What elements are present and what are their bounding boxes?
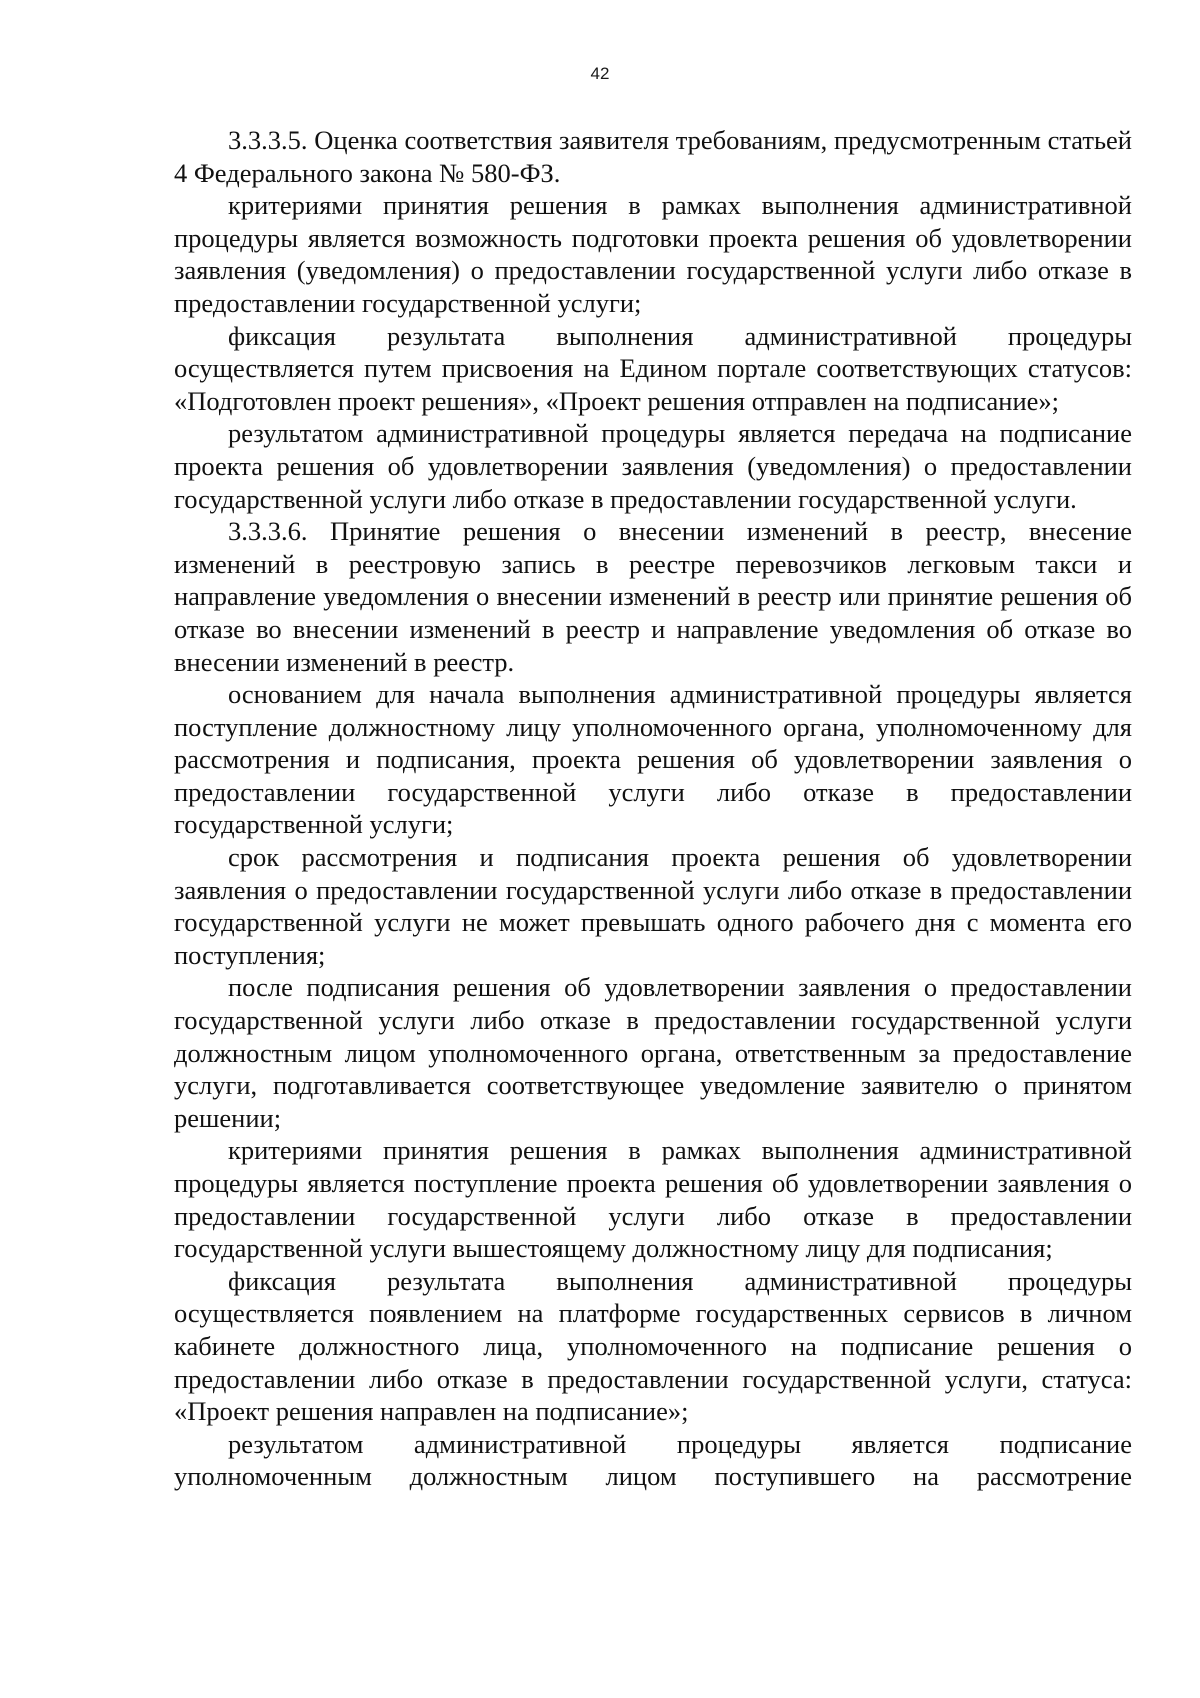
- paragraph-term: срок рассмотрения и подписания проекта решения об удовлетворении заявления о предоставлении государственной услуги либо отказе в предоставлении государственной услуги не может превышать одного рабочего дня с момента его поступления;: [174, 842, 1132, 970]
- document-body: [174, 124, 1132, 1493]
- paragraph-criteria-1: критериями принятия решения в рамках выполнения административной процедуры является возможность подготовки проекта решения об удовлетворении заявления (уведомления) о предоставлении государственной услуги либо отказе в предоставлении государственной услуги;: [174, 190, 1132, 318]
- paragraph-basis: основанием для начала выполнения административной процедуры является поступление должностному лицу уполномоченного органа, уполномоченному для рассмотрения и подписания, проекта решения об удовлетворении заявления о предоставлении государственной услуги либо отказе в предоставлении государственной услуги;: [174, 679, 1132, 840]
- paragraph-after-signing: после подписания решения об удовлетворении заявления о предоставлении государственной услуги либо отказе в предоставлении государственной услуги должностным лицом уполномоченного органа, ответственным за предоставление услуги, подготавливается соответствующее уведомление заявителю о принятом решении;: [174, 972, 1132, 1133]
- paragraph-3-3-3-6: 3.3.3.6. Принятие решения о внесении изменений в реестр, внесение изменений в реестровую запись в реестре перевозчиков легковым такси и направление уведомления о внесении изменений в реестр или принятие решения об отказе во внесении изменений в реестр и направление уведомления об отказе во внесении изменений в реестр.: [174, 516, 1132, 677]
- page-number: 42: [590, 64, 610, 83]
- paragraph-result-2: результатом административной процедуры является подписание уполномоченным должностным лицом поступившего на рассмотрение: [174, 1428, 1132, 1492]
- paragraph-3-3-3-5: 3.3.3.5. Оценка соответствия заявителя требованиям, предусмотренным статьей 4 Федерального закона № 580-ФЗ.: [174, 125, 1132, 188]
- paragraph-fixation-2: фиксация результата выполнения административной процедуры осуществляется появлением на платформе государственных сервисов в личном кабинете должностного лица, уполномоченного на подписание решения о предоставлении либо отказе в предоставлении государственной услуги, статуса: «Проект решения направлен на подписание»;: [174, 1265, 1132, 1427]
- paragraph-result-1: результатом административной процедуры является передача на подписание проекта решения об удовлетворении заявления (уведомления) о предоставлении государственной услуги либо отказе в предоставлении государственной услуги.: [174, 418, 1132, 514]
- paragraph-fixation-1: фиксация результата выполнения административной процедуры осуществляется путем присвоения на Едином портале соответствующих статусов: «Подготовлен проект решения», «Проект решения отправлен на подписание»;: [174, 320, 1132, 416]
- paragraph-criteria-2: критериями принятия решения в рамках выполнения административной процедуры является поступление проекта решения об удовлетворении заявления о предоставлении государственной услуги либо отказе в предоставлении государственной услуги вышестоящему должностному лицу для подписания;: [174, 1135, 1132, 1264]
